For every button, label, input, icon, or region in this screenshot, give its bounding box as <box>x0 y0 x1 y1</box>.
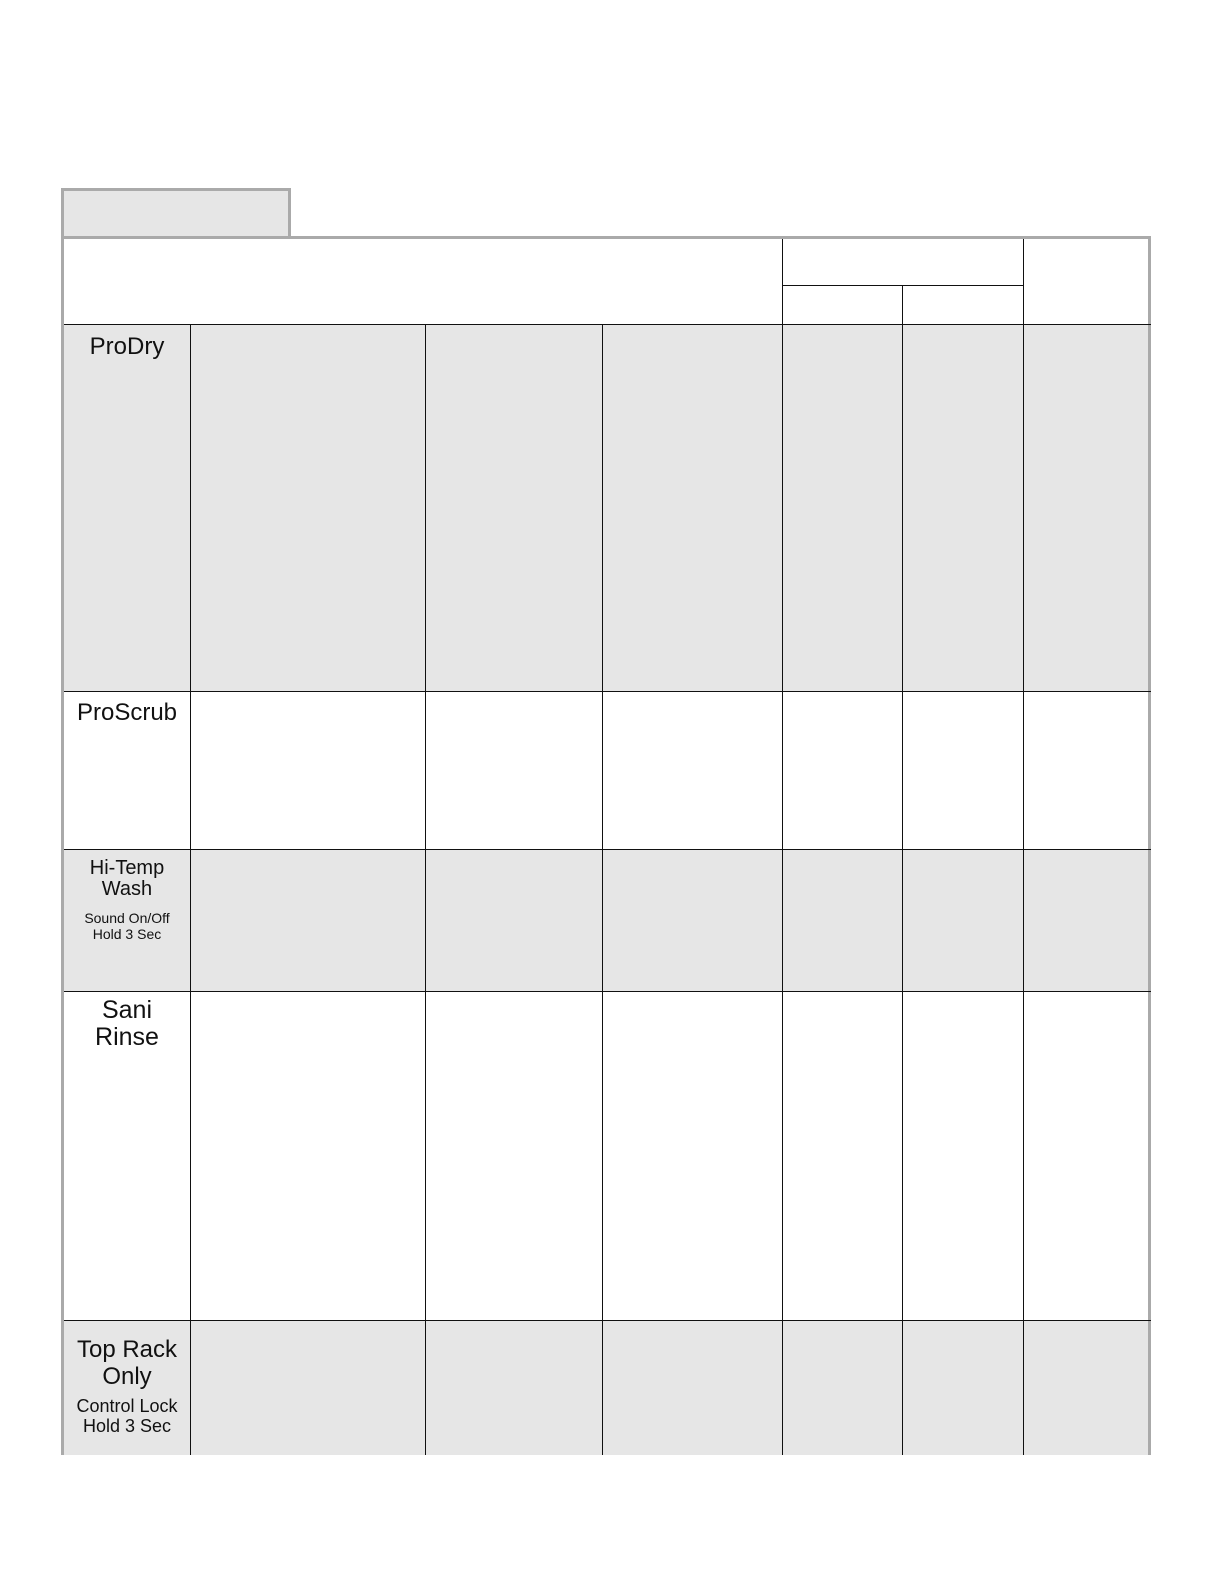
table-header-row <box>64 239 1148 324</box>
row-label-name: Sani Rinse <box>95 996 159 1051</box>
row-label-name: Hi-Temp Wash <box>89 857 165 900</box>
row-divider <box>64 691 1151 692</box>
row-label-subtext: Sound On/Off Hold 3 Sec <box>84 910 170 942</box>
column-divider <box>1023 239 1024 1455</box>
table-row-proscrub <box>64 692 1148 849</box>
header-subdivider <box>783 285 1023 286</box>
row-label-prodry <box>64 334 190 359</box>
table-row-toprack <box>64 1321 1148 1455</box>
column-divider <box>190 324 191 1455</box>
table-row-sanirinse <box>64 992 1148 1320</box>
row-label-sanirinse <box>64 997 190 1051</box>
row-divider <box>64 849 1151 850</box>
row-divider <box>64 1320 1151 1321</box>
table-row-prodry <box>64 325 1148 691</box>
column-divider <box>425 324 426 1455</box>
row-label-name: Top Rack Only <box>76 1336 178 1390</box>
row-label-proscrub <box>64 700 190 725</box>
section-tab <box>61 188 291 238</box>
row-label-name: ProDry <box>89 333 165 360</box>
row-divider <box>64 324 1151 325</box>
row-label-subtext: Control Lock Hold 3 Sec <box>76 1396 178 1436</box>
row-label-toprack <box>64 1336 190 1436</box>
row-label-hitemp <box>64 858 190 942</box>
column-divider <box>782 239 783 1455</box>
column-divider <box>902 285 903 1455</box>
column-divider <box>602 324 603 1455</box>
row-label-name: ProScrub <box>76 699 178 726</box>
table-row-hitemp <box>64 850 1148 991</box>
row-divider <box>64 991 1151 992</box>
